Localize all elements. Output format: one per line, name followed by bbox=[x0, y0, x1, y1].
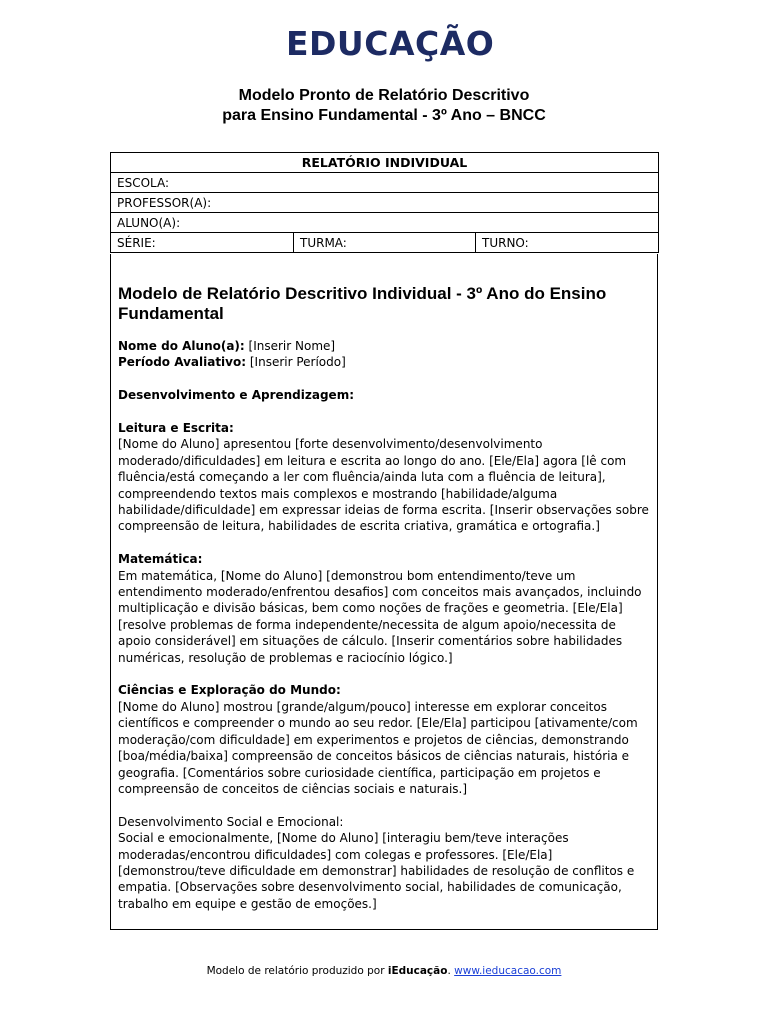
footer-brand: iEducação bbox=[387, 965, 448, 977]
footer-link[interactable]: www.ieducacao.com bbox=[454, 965, 562, 977]
student-name-line bbox=[118, 338, 652, 354]
development-heading: Desenvolvimento e Aprendizagem: bbox=[118, 388, 354, 403]
brand-logo bbox=[284, 22, 495, 66]
footer-prefix: Modelo de relatório produzido por bbox=[206, 965, 388, 977]
section-text: [Nome do Aluno] apresentou [forte desenvolvimento/desenvolvimento moderado/dificuldades] em leitura e escrita ao longo do ano. [Ele/Ela] agora [lê com fluência/está começando a ler com fluência/ainda luta com a fluência de leitura], compreendendo textos mais complexos e mostrando [habilidade/alguma habilidade/dificuldade] em expressar ideias de forma escrita. [Inserir observações sobre compreensão de leitura, habilidades de escrita criativa, gramática e ortografia.] bbox=[118, 437, 649, 534]
table-caption: RELATÓRIO INDIVIDUAL bbox=[111, 153, 659, 173]
section-title: Ciências e Exploração do Mundo: bbox=[118, 683, 341, 698]
report-header-table bbox=[110, 152, 659, 253]
student-name-value: [Inserir Nome] bbox=[244, 339, 336, 353]
section-text: Em matemática, [Nome do Aluno] [demonstrou bom entendimento/teve um entendimento moderado/enfrentou desafios] com conceitos mais avançados, incluindo multiplicação e divisão básicas, bem como noções de frações e geometria. [Ele/Ela] [resolve problemas de forma independente/necessita de algum apoio/necessita de apoio considerável] em situações de cálculo. [Inserir comentários sobre habilidades numéricas, resolução de problemas e raciocínio lógico.] bbox=[118, 568, 642, 665]
report-body bbox=[110, 254, 658, 930]
professor-field: PROFESSOR(A): bbox=[111, 193, 659, 213]
document-title bbox=[0, 86, 768, 126]
footer-separator: . bbox=[447, 965, 455, 977]
title-line-1: Modelo Pronto de Relatório Descritivo bbox=[238, 87, 530, 104]
logo-text: EDUCAÇÃO bbox=[286, 24, 495, 63]
period-line bbox=[118, 354, 652, 370]
section-reading-writing bbox=[118, 420, 652, 535]
section-social bbox=[118, 814, 652, 912]
section-title: Leitura e Escrita: bbox=[118, 421, 234, 435]
section-math bbox=[118, 551, 652, 666]
turma-field: TURMA: bbox=[294, 233, 476, 253]
period-label: Período Avaliativo: bbox=[118, 355, 247, 370]
report-heading: Modelo de Relatório Descritivo Individual - 3º Ano do Ensino Fundamental bbox=[118, 284, 607, 323]
section-title: Desenvolvimento Social e Emocional: bbox=[118, 814, 344, 829]
report-content bbox=[118, 284, 652, 912]
aluno-field: ALUNO(A): bbox=[111, 213, 659, 233]
serie-field: SÉRIE: bbox=[111, 233, 294, 253]
period-value: [Inserir Período] bbox=[246, 355, 346, 370]
section-text: Social e emocionalmente, [Nome do Aluno] [interagiu bem/teve interações moderadas/encontrou dificuldades] com colegas e professores. [Ele/Ela] [demonstrou/teve dificuldade em demonstrar] habilidades de resolução de conflitos e empatia. [Observações sobre desenvolvimento social, habilidades de comunicação, trabalho em equipe e gestão de emoções.] bbox=[118, 831, 635, 911]
section-text: [Nome do Aluno] mostrou [grande/algum/pouco] interesse em explorar conceitos científicos e compreender o mundo ao seu redor. [Ele/Ela] participou [ativamente/com moderação/com dificuldade] em experimentos e projetos de ciências, demonstrando [boa/média/baixa] compreensão de conceitos básicos de ciências naturais, história e geografia. [Comentários sobre curiosidade científica, participação em projetos e compreensão de conceitos de ciências sociais e naturais.] bbox=[118, 699, 638, 796]
student-name-label: Nome do Aluno(a): bbox=[118, 339, 245, 353]
title-line-2: para Ensino Fundamental - 3º Ano – BNCC bbox=[222, 107, 546, 124]
section-science bbox=[118, 682, 652, 797]
escola-field: ESCOLA: bbox=[111, 173, 659, 193]
section-title: Matemática: bbox=[118, 552, 203, 567]
footer bbox=[0, 965, 768, 977]
turno-field: TURNO: bbox=[476, 233, 659, 253]
